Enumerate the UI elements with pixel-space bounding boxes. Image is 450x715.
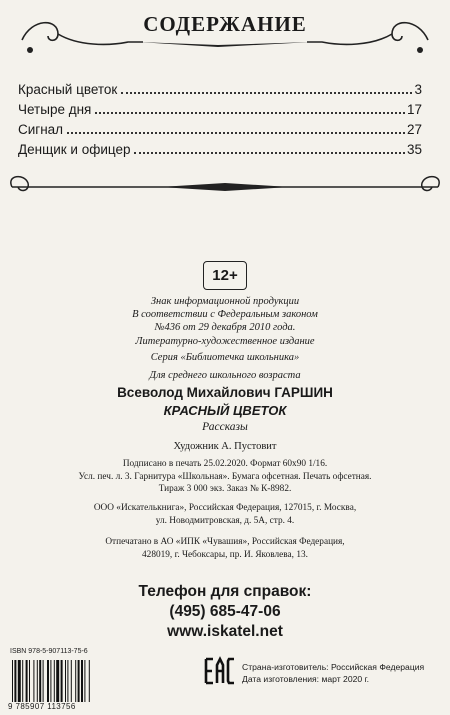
info-sign-block (0, 295, 450, 334)
toc-entry-page: 17 (406, 102, 422, 117)
toc-leader-dots (121, 92, 412, 94)
illustrator: Художник А. Пустовит (173, 441, 277, 452)
print-line: Усл. печ. л. 3. Гарнитура «Школьная». Бумага офсетная. Печать офсетная. (78, 471, 372, 482)
publisher-line: ул. Новодмитровская, д. 5А, стр. 4. (155, 515, 295, 526)
country-of-origin: Страна-изготовитель: Российская Федерация (242, 662, 425, 672)
toc-leader-dots (67, 132, 405, 134)
print-details (0, 458, 450, 496)
toc-entry-page: 3 (414, 82, 422, 97)
isbn-text: ISBN 978-5-907113-75-6 (10, 648, 88, 655)
phone-number[interactable]: (495) 685-47-06 (169, 603, 281, 620)
toc-leader-dots (134, 152, 405, 154)
printer-address (0, 536, 450, 561)
toc-entry-title: Четыре дня (18, 102, 92, 117)
phone-label: Телефон для справок: (138, 583, 312, 600)
contact-block (0, 582, 450, 642)
manufacture-date: Дата изготовления: март 2020 г. (242, 674, 370, 684)
toc-entry[interactable] (18, 82, 422, 102)
genre: Рассказы (202, 421, 248, 433)
page-title: СОДЕРЖАНИЕ (143, 12, 307, 36)
printer-line: Отпечатано в АО «ИПК «Чувашия», Российская Федерация, (105, 537, 345, 547)
sign-line: Знак информационной продукции (150, 296, 300, 307)
website-link[interactable]: www.iskatel.net (167, 623, 283, 640)
toc-entry-title: Денщик и офицер (18, 142, 131, 157)
author-name: Всеволод Михайлович ГАРШИН (117, 385, 333, 400)
toc-entry[interactable] (18, 122, 422, 142)
series-name: Серия «Библиотечка школьника» (150, 352, 300, 363)
audience: Для среднего школьного возраста (149, 370, 301, 381)
page-header (0, 6, 450, 58)
sign-line: №436 от 29 декабря 2010 года. (154, 322, 296, 333)
publisher-address (0, 502, 450, 527)
divider-ornament-icon (0, 167, 450, 207)
toc-entry[interactable] (18, 142, 422, 162)
barcode-icon (8, 660, 124, 702)
print-line: Подписано в печать 25.02.2020. Формат 60х90 1/16. (122, 459, 328, 469)
manufacturer-info (242, 661, 424, 685)
print-line: Тираж 3 000 экз. Заказ № К-8982. (158, 484, 292, 494)
publisher-line: ООО «Искателькнига», Российская Федерация, 127015, г. Москва, (93, 503, 357, 513)
eac-mark-icon (204, 655, 236, 687)
toc-entry-page: 35 (406, 142, 422, 157)
edition-type: Литературно-художественное издание (135, 336, 315, 347)
toc-leader-dots (95, 112, 405, 114)
toc-entry[interactable] (18, 102, 422, 122)
barcode-digits: 9 785907 113756 (8, 702, 76, 711)
table-of-contents (18, 82, 422, 162)
toc-entry-title: Сигнал (18, 122, 64, 137)
sign-line: В соответствии с Федеральным законом (132, 309, 318, 320)
age-rating-badge: 12+ (203, 261, 247, 290)
printer-line: 428019, г. Чебоксары, пр. И. Яковлева, 13. (142, 549, 308, 560)
toc-entry-title: Красный цветок (18, 82, 118, 97)
toc-entry-page: 27 (406, 122, 422, 137)
book-title: КРАСНЫЙ ЦВЕТОК (163, 403, 287, 418)
